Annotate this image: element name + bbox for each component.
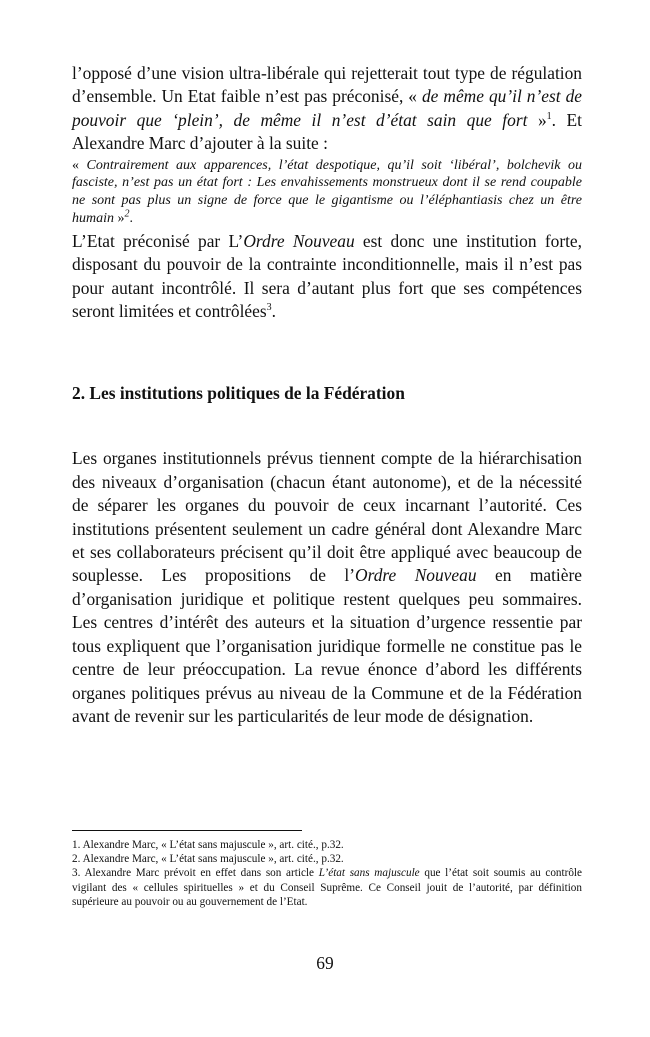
footnote-ref-1[interactable]: 1 [546, 111, 552, 123]
footnotes [72, 830, 582, 909]
footnote-2: 2. Alexandre Marc, « L’état sans majuscule », art. cité., p.32. [72, 853, 344, 866]
footnote-ref-3[interactable]: 3 [266, 302, 272, 314]
section-paragraph: Les organes institutionnels prévus tiennent compte de la hiérarchisation des niveaux d’organisation (chacun étant autonome), et de la nécessité de séparer les organes du pouvoir de ceux incarnant l’autorité. Ces institutions présentent seulement un cadre général dont Alexandre Marc et ses collaborateurs précisent qu’il doit être appliqué avec beaucoup de souplesse. Les propositions de l’Ordre Nouveau en matière d’organisation juridique et politique restent quelques peu sommaires. Les centres d’intérêt des auteurs et la situation d’urgence ressentie par tous expliquent que l’organisation juridique formelle ne constitue pas le centre de leur préoccupation. La revue énonce d’abord les différents organes politiques prévus au niveau de la Commune et de la Fédération avant de revenir sur les particularités de leur mode de désignation. [72, 448, 582, 726]
footnote-1: 1. Alexandre Marc, « L’état sans majuscule », art. cité., p.32. [72, 839, 344, 851]
footnote-separator [72, 830, 302, 831]
page-body [72, 62, 582, 728]
footnote-3: 3. Alexandre Marc prévoit en effet dans son article L’état sans majuscule que l’état soit soumis au contrôle vigilant des « cellules spirituelles » et du Conseil Suprême. Ce Conseil jouit de l’autorité, par définition supérieure au pouvoir ou au gouvernement de l’Etat. [72, 867, 583, 908]
page-number: 69 [316, 953, 334, 973]
footnote-ref-2[interactable]: 2 [124, 208, 130, 220]
intro-paragraph-2: L’Etat préconisé par L’Ordre Nouveau est donc une institution forte, disposant du pouvoir de la contrainte inconditionnelle, mais il n’est pas pour autant incontrôlé. Il sera d’autant plus fort que ses compétences seront limitées et contrôlées$^3$. [72, 230, 583, 322]
section-heading: 2. Les institutions politiques de la Fédération [72, 383, 405, 404]
block-quote: « Contrairement aux apparences, l’état despotique, qu’il soit ‘libéral’, bolchevik ou fasciste, n’est pas un état fort : Les envahissements monstrueux dont il se rend coupable ne sont pas plus un signe de force que le gigantisme ou l’éléphantiasis chez un être humain »$^2$. [72, 157, 582, 227]
quote-inline: de même qu’il n’est de pouvoir que ‘plein’, de même il n’est d’état sain que fort [72, 86, 582, 130]
intro-paragraph-1: l’opposé d’une vision ultra-libérale qui rejetterait tout type de régulation d’ensemble. Un Etat faible n’est pas préconisé, « de même qu’il n’est de pouvoir que ‘plein’, de même il n’est d’état sain que fort »$^1$. Et Alexandre Marc d’ajouter à la suite : [72, 63, 583, 154]
